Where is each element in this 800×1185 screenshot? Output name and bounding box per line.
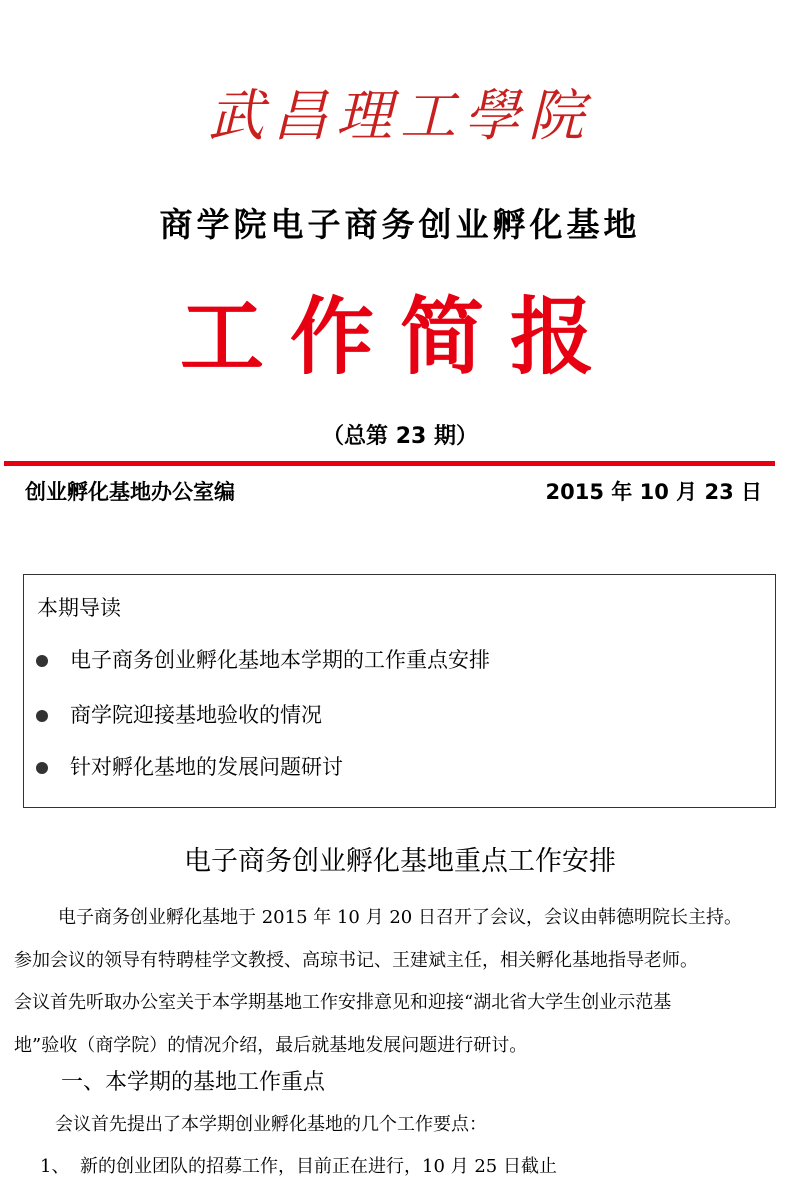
org-name: 商学院电子商务创业孵化基地 <box>159 205 641 244</box>
paragraph-line: 地”验收（商学院）的情况介绍，最后就基地发展问题进行研讨。 <box>14 1034 528 1056</box>
publish-date: 2015 年 10 月 23 日 <box>545 480 762 504</box>
header-divider <box>4 461 775 466</box>
bulletin-title: 工作简报 <box>179 287 620 386</box>
guide-item <box>36 700 322 730</box>
guide-item-text: 针对孵化基地的发展问题研讨 <box>70 755 343 779</box>
guide-box <box>23 574 776 808</box>
bullet-icon <box>36 710 48 722</box>
guide-item <box>36 752 343 782</box>
point-text: 新的创业团队的招募工作，目前正在进行，10 月 25 日截止 <box>80 1156 557 1177</box>
article-title: 电子商务创业孵化基地重点工作安排 <box>184 846 616 877</box>
paragraph-line: 会议首先听取办公室关于本学期基地工作安排意见和迎接“湖北省大学生创业示范基 <box>14 992 672 1014</box>
paragraph-line: 电子商务创业孵化基地于 2015 年 10 月 20 日召开了会议，会议由韩德明院长主持。 <box>58 907 742 928</box>
issue-number: （总第 23 期） <box>322 424 478 449</box>
paragraph-line: 参加会议的领导有特聘桂学文教授、高琼书记、王建斌主任，相关孵化基地指导老师。 <box>14 949 698 971</box>
points-intro: 会议首先提出了本学期创业孵化基地的几个工作要点： <box>55 1114 487 1135</box>
bullet-icon <box>36 655 48 667</box>
point-number: 1、 <box>40 1156 70 1177</box>
guide-item-text: 电子商务创业孵化基地本学期的工作重点安排 <box>70 648 490 672</box>
editor-label: 创业孵化基地办公室编 <box>25 480 235 504</box>
point-item <box>40 1152 557 1182</box>
school-logo: 武昌理工學院 <box>208 84 592 149</box>
section-subhead: 一、本学期的基地工作重点 <box>61 1070 326 1095</box>
bullet-icon <box>36 762 48 774</box>
article-paragraph <box>14 897 784 1067</box>
guide-item-text: 商学院迎接基地验收的情况 <box>70 703 322 727</box>
guide-title: 本期导读 <box>37 596 121 620</box>
guide-item <box>36 645 490 675</box>
